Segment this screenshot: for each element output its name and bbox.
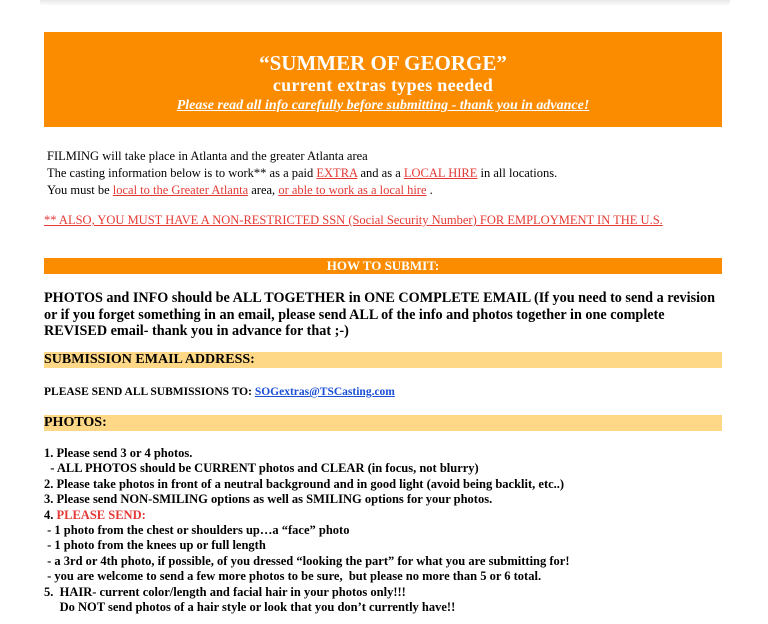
how-to-submit-heading: HOW TO SUBMIT: bbox=[44, 258, 722, 274]
local-text-a: You must be bbox=[47, 183, 113, 197]
photo-item-1-sub: - ALL PHOTOS should be CURRENT photos and CLEAR (in focus, not blurry) bbox=[44, 461, 479, 476]
ssn-notice: ** ALSO, YOU MUST HAVE A NON-RESTRICTED SSN (Social Security Number) FOR EMPLOYMENT IN THE U.S. bbox=[44, 213, 663, 227]
photo-item-1: 1. Please send 3 or 4 photos. bbox=[44, 446, 193, 460]
photo-item-5: 5. HAIR- current color/length and facial hair in your photos only!!! bbox=[44, 584, 406, 599]
please-send-label: PLEASE SEND: bbox=[56, 507, 146, 522]
banner-title: “SUMMER OF GEORGE” bbox=[259, 51, 507, 75]
local-hire-highlight: LOCAL HIRE bbox=[403, 166, 478, 180]
photo-instructions bbox=[44, 446, 570, 615]
photo-item-4-more: - you are welcome to send a few more photos to be sure, but please no more than 5 or 6 total. bbox=[44, 569, 542, 584]
photo-item-4-face: - 1 photo from the chest or shoulders up…a “face” photo bbox=[44, 523, 350, 538]
submission-instructions: PHOTOS and INFO should be ALL TOGETHER in ONE COMPLETE EMAIL (If you need to send a revision or if you forget something in an email, please send ALL of the info and photos together in one complete REVISED email- thank you in advance for that ;-) bbox=[44, 290, 716, 339]
local-hire-option-highlight: or able to work as a local hire bbox=[278, 183, 427, 197]
banner-note: Please read all info carefully before submitting - thank you in advance! bbox=[176, 98, 590, 113]
photos-heading: PHOTOS: bbox=[44, 415, 722, 431]
photo-item-5-note: Do NOT send photos of a hair style or look that you don’t currently have!! bbox=[44, 600, 456, 615]
banner-subtitle: current extras types needed bbox=[272, 75, 494, 95]
local-requirement-line bbox=[47, 182, 433, 198]
photo-item-4 bbox=[44, 508, 570, 523]
photo-item-3: 3. Please send NON-SMILING options as well as SMILING options for your photos. bbox=[44, 492, 493, 507]
work-type-text-c: in all locations. bbox=[477, 166, 558, 180]
greater-atlanta-highlight: local to the Greater Atlanta bbox=[112, 183, 249, 197]
submission-email-line bbox=[44, 386, 395, 398]
filming-text: FILMING will take place in Atlanta and the greater Atlanta area bbox=[47, 149, 368, 163]
local-text-b: area, bbox=[248, 183, 279, 197]
filming-location-line bbox=[47, 148, 368, 164]
photo-item-4-dressed: - a 3rd or 4th photo, if possible, of you dressed “looking the part” for what you are submitting for! bbox=[44, 553, 570, 568]
work-type-text-b: and as a bbox=[357, 166, 404, 180]
top-edge-shadow bbox=[40, 0, 730, 6]
work-type-text-a: The casting information below is to work** as a paid bbox=[47, 166, 317, 180]
extra-highlight: EXTRA bbox=[316, 166, 358, 180]
submission-email-label: PLEASE SEND ALL SUBMISSIONS TO: bbox=[44, 386, 255, 398]
header-banner bbox=[44, 32, 722, 127]
photo-item-4-number: 4. bbox=[44, 507, 57, 522]
local-text-c: . bbox=[426, 183, 433, 197]
submission-email-link[interactable]: SOGextras@TSCasting.com bbox=[254, 386, 395, 398]
work-type-line bbox=[47, 165, 557, 181]
photo-item-2: 2. Please take photos in front of a neutral background and in good light (avoid being backlit, etc..) bbox=[44, 476, 565, 491]
photo-item-4-knees: - 1 photo from the knees up or full length bbox=[44, 538, 266, 553]
submission-email-heading: SUBMISSION EMAIL ADDRESS: bbox=[44, 352, 722, 368]
